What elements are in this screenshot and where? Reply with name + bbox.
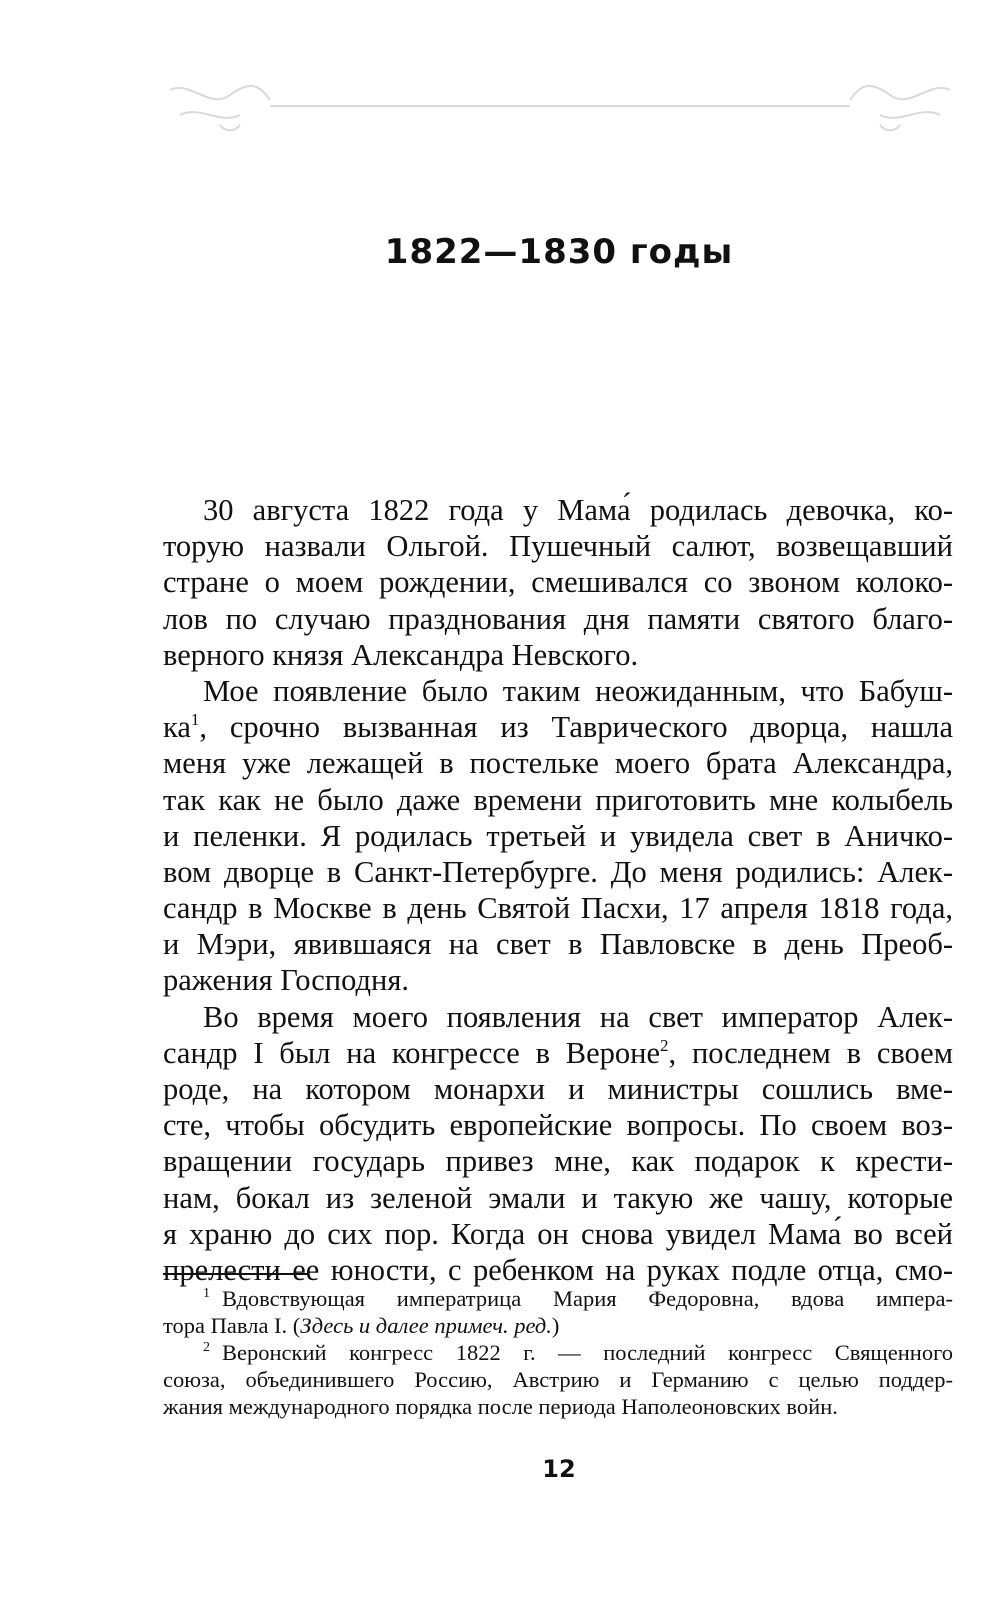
footnote-text: Вдовствующая императрица Мария Федоровна, вдова импера- [222, 1286, 953, 1311]
footnote-text: ) [551, 1313, 560, 1338]
header-ornament [160, 70, 960, 150]
paragraph-1 [163, 492, 953, 673]
footnote-divider [163, 1273, 308, 1275]
text-fragment: , срочно вызванная из Таврического дворца, нашла [199, 710, 953, 745]
footnote-marker: 2 [203, 1340, 210, 1355]
paragraph-3 [163, 999, 953, 1289]
text-fragment: , последнем в своем [668, 1035, 954, 1070]
footnote-2 [163, 1339, 953, 1420]
footnote-line [163, 1312, 953, 1339]
footnote-line [163, 1339, 953, 1366]
body-text [163, 492, 953, 1288]
text-line: и Мэри, явившаяся на свет в Павловске в день Преоб- [163, 927, 953, 962]
text-line: верного князя Александра Невского. [163, 637, 639, 672]
text-line: сандр в Москве в день Святой Пасхи, 17 апреля 1818 года, [163, 891, 953, 926]
text-line: роде, на котором монархи и министры сошлись вме- [163, 1072, 953, 1106]
text-line: лов по случаю празднования дня памяти святого благо- [163, 601, 953, 636]
footnote-line: союза, объединившего Россию, Австрию и Германию с целью поддер- [163, 1367, 953, 1392]
text-line: стране о моем рождении, смешивался со звоном колоко- [163, 565, 953, 600]
page-number: 12 [542, 1455, 576, 1483]
text-line: я храню до сих пор. Когда он снова увидел Мама́ во всей [163, 1216, 953, 1251]
footnote-marker: 1 [203, 1286, 210, 1301]
text-line: меня уже лежащей в постельке моего брата Александра, [163, 746, 953, 781]
footnote-ref: 2 [660, 1035, 669, 1055]
footnote-text: Веронский конгресс 1822 г. — последний конгресс Священного [222, 1340, 953, 1365]
footnote-line [163, 1285, 953, 1312]
text-fragment: сандр I был на конгрессе в Вероне [163, 1035, 661, 1070]
text-line: ражения Господня. [163, 963, 409, 998]
text-line: сте, чтобы обсудить европейские вопросы. По своем воз- [163, 1108, 953, 1143]
text-line: прелести ее юности, с ребенком на руках подле отца, смо- [163, 1252, 953, 1287]
text-line: Мое появление было таким неожиданным, что Бабуш- [203, 673, 953, 708]
text-line: вом дворце в Санкт-Петербурге. До меня родились: Алек- [163, 854, 953, 889]
text-line-with-footnote [163, 1035, 953, 1071]
footnote-line: жания международного порядка после периода Наполеоновских войн. [163, 1394, 838, 1419]
chapter-title: 1822—1830 годы [384, 232, 734, 272]
text-line: так как не было даже времени приготовить мне колыбель [163, 782, 953, 817]
footnote-ref: 1 [190, 710, 200, 730]
text-line: и пеленки. Я родилась третьей и увидела свет в Аничко- [163, 818, 953, 853]
text-line-with-footnote [163, 709, 953, 745]
paragraph-2 [163, 673, 953, 999]
text-line: вращении государь привез мне, как подарок к крести- [163, 1144, 953, 1179]
footnote-1 [163, 1285, 953, 1339]
text-line: нам, бокал из зеленой эмали и такую же чашу, которые [163, 1180, 953, 1215]
text-line: 30 августа 1822 года у Мама́ родилась девочка, ко- [203, 493, 953, 527]
text-line: торую назвали Ольгой. Пушечный салют, возвещавший [163, 529, 953, 564]
footnotes [163, 1285, 953, 1420]
text-line: Во время моего появления на свет император Алек- [203, 999, 953, 1034]
text-fragment: ка [163, 710, 191, 745]
editor-note: Здесь и далее примеч. ред. [300, 1313, 552, 1338]
footnote-text: тора Павла I. ( [163, 1313, 301, 1338]
